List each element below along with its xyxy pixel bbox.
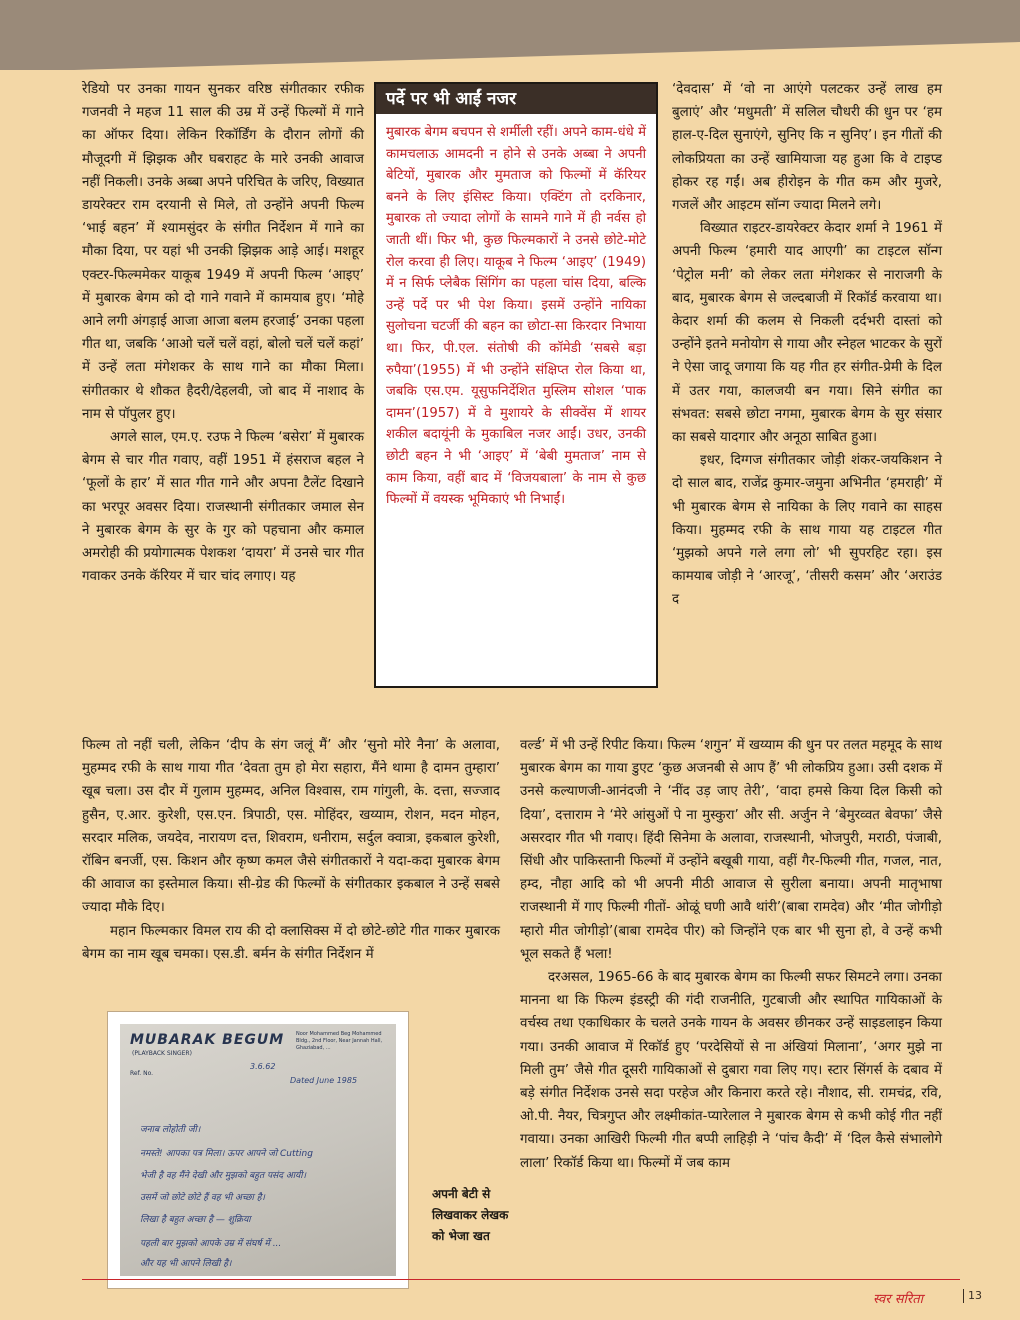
sidebar-box	[374, 82, 658, 688]
bottom-right-para-1: वर्ल्ड’ में भी उन्हें रिपीट किया। फिल्म ‘शगुन’ में खय्याम की धुन पर तलत महमूद के साथ मुबारक बेगम का गाया डुएट ‘कुछ अजनबी से आप हैं’ भी लोकप्रिय हुआ। उसी दशक में उनसे कल्याणजी-आनंदजी ने ‘नींद उड़ जाए तेरी’, ‘वादा हमसे किया दिल किसी को दिया’, दत्ताराम ने ‘मेरे आंसुओं पे ना मुस्कुरा’ और सी. अर्जुन ने ‘बेमुरव्वत बेवफा’ जैसे असरदार गीत भी गवाए। हिंदी सिनेमा के अलावा, राजस्थानी, भोजपुरी, मराठी, पंजाबी, सिंधी और पाकिस्तानी फिल्मों में उन्होंने बखूबी गाया, वहीं गैर-फिल्मी गीत, गजल, नात, हम्द, नौहा आदि को भी अपनी मीठी आवाज से सुरीला बनाया। अपनी मातृभाषा राजस्थानी में गाए फिल्मी गीतों- ओळूं घणी आवै थांरी’(बाबा रामदेव) और ‘मीत जोगीड़ो म्हारो मीत जोगीड़ो’(बाबा रामदेव पीर) को जिन्होंने एक बार भी सुना हो, वे उन्हें कभी भूल सकते हैं भला!	[520, 738, 942, 962]
letter-line: उसमें जो छोटे छोटे हैं वह भी अच्छा है।	[140, 1193, 265, 1203]
letter-line: जनाब लोहोती जी।	[140, 1125, 201, 1135]
letter-ref: Ref. No.	[130, 1070, 154, 1077]
bottom-right-para-2: दरअसल, 1965-66 के बाद मुबारक बेगम का फिल्मी सफर सिमटने लगा। उनका मानना था कि फिल्म इंडस्ट्री की गंदी राजनीति, गुटबाजी और स्थापित गायिकाओं के वर्चस्व तथा एकाधिकार के चलते उनके गायन के अवसर छीनकर उन्हें साइडलाइन किया गया। उनकी आवाज में रिकॉर्ड हुए ‘परदेसियों से ना अंखियां मिलाना’, ‘अगर मुझे ना मिली तुम’ जैसे गीत दूसरी गायिकाओं से दुबारा गवा लिए गए। स्टार सिंगर्स के दबाव में बड़े संगीत निर्देशक उनसे सदा परहेज और किनारा करते रहे। नौशाद, सी. रामचंद्र, रवि, ओ.पी. नैयर, चित्रगुप्त और लक्ष्मीकांत-प्यारेलाल ने मुबारक बेगम से कभी कोई गीत नहीं गवाया। उनका आखिरी फिल्मी गीत बप्पी लाहिड़ी ने ‘पांच कैदी’ में ‘दिल कैसे संभालोगे लाला’ रिकॉर्ड किया था। फिल्मों में जब काम	[520, 970, 942, 1171]
sidebar-body: मुबारक बेगम बचपन से शर्मीली रहीं। अपने काम-धंधे में कामचलाऊ आमदनी न होने से उनके अब्बा ने अपनी बेटियों, मुबारक और मुमताज को फिल्मों में कॅरियर बनने के लिए इंसिस्ट किया। एक्टिंग तो दरकिनार, मुबारक तो ज्यादा लोगों के सामने गाने में ही नर्वस हो जाती थीं। फिर भी, कुछ फिल्मकारों ने उनसे छोटे-मोटे रोल करवा ही लिए। याकूब ने फिल्म ‘आइए’ (1949) में न सिर्फ प्लेबैक सिंगिंग का पहला चांस दिया, बल्कि उन्हें पर्दे पर भी पेश किया। इसमें उन्होंने नायिका सुलोचना चटर्जी की बहन का छोटा-सा किरदार निभाया था। फिर, पी.एल. संतोषी की कॉमेडी ‘सबसे बड़ा रुपैया’(1955) में भी उन्होंने संक्षिप्त रोल किया था, जबकि एस.एम. यूसुफनिर्देशित मुस्लिम सोशल ‘पाक दामन’(1957) में वे मुशायरे के सीक्वेंस में शायर शकील बदायूंनी के मुकाबिल नजर आईं। उधर, उनकी छोटी बहन ने भी ‘आइए’ में ‘बेबी मुमताज’ नाम से काम किया, वहीं बाद में ‘विजयबाला’ के नाम से कुछ फिल्मों में वयस्क भूमिकाएं भी निभाईं।	[386, 125, 646, 508]
left-para-2: अगले साल, एम.ए. रउफ ने फिल्म ‘बसेरा’ में मुबारक बेगम से चार गीत गवाए, वहीं 1951 में हंसराज बहल ने ‘फूलों के हार’ में सात गीत गाने और अपना टैलेंट दिखाने का भरपूर अवसर दिया। राजस्थानी संगीतकार जमाल सेन ने मुबारक बेगम के सुर के गुर को पहचाना और कमाल अमरोही की प्रयोगात्मक पेशकश ‘दायरा’ में उनसे चार गीत गवाकर उनके कॅरियर में चार चांद लगाए। यह	[82, 430, 364, 585]
right-para-1: ‘देवदास’ में ‘वो ना आएंगे पलटकर उन्हें लाख हम बुलाएं’ और ‘मधुमती’ में सलिल चौधरी की धुन पर ‘हम हाल-ए-दिल सुनाएंगे, सुनिए कि न सुनिए’। इन गीतों की लोकप्रियता का उन्हें खामियाजा यह हुआ कि वे टाइप्ड होकर रह गईं। अब हीरोइन के गीत कम और मुजरे, गजलें और आइटम सॉन्ग ज्यादा मिलने लगे।	[672, 82, 942, 214]
bottom-left-column	[82, 734, 500, 966]
letter-date-stamp: 3.6.62	[250, 1062, 276, 1071]
letter-line: और यह भी आपने लिखी है।	[140, 1259, 232, 1269]
bottom-left-para-2: महान फिल्मकार विमल राय की दो क्लासिक्स में दो छोटे-छोटे गीत गाकर मुबारक बेगम का नाम खूब चमका। एस.डी. बर्मन के संगीत निर्देशन में	[82, 923, 500, 962]
right-para-2: विख्यात राइटर-डायरेक्टर केदार शर्मा ने 1961 में अपनी फिल्म ‘हमारी याद आएगी’ का टाइटल सॉन्ग ‘पेट्रोल मनी’ को लेकर लता मंगेशकर से नाराजगी के बाद, मुबारक बेगम से जल्दबाजी में रिकॉर्ड करवाया था। केदार शर्मा की कलम से निकली दर्दभरी दास्तां को उन्होंने इतने मनोयोग से गाया और स्नेहल भाटकर के सुरों ने ऐसा जादू जगाया कि यह गीत हर संगीत-प्रेमी के दिल में उतर गया, कालजयी बन गया। सिने संगीत का संभवत: सबसे छोटा नगमा, मुबारक बेगम के सुर संसार का सबसे यादगार और अनूठा साबित हुआ।	[672, 221, 942, 446]
letter-line: पहली बार मुझको आपके उम्र में संघर्ष में ...	[140, 1239, 282, 1249]
right-para-3: इधर, दिग्गज संगीतकार जोड़ी शंकर-जयकिशन ने दो साल बाद, राजेंद्र कुमार-जमुना अभिनीत ‘हमराही’ में भी मुबारक बेगम से नायिका के लिए गवाने का साहस किया। मुहम्मद रफी के साथ गाया यह टाइटल गीत ‘मुझको अपने गले लगा लो’ भी सुपरहिट रहा। इस कामयाब जोड़ी ने ‘आरजू’, ‘तीसरी कसम’ और ‘अराउंड द	[672, 453, 942, 608]
letter-line: नमस्ते! आपका पत्र मिला। ऊपर आपने जो Cutting	[140, 1149, 313, 1159]
letter-date: Dated June 1985	[290, 1076, 358, 1085]
magazine-brand: स्वर सरिता	[873, 1292, 923, 1307]
footer-rule	[82, 1279, 960, 1280]
right-column	[672, 78, 942, 612]
left-column	[82, 78, 364, 588]
sidebar-heading: पर्दे पर भी आईं नजर	[376, 84, 656, 114]
bottom-right-column	[520, 734, 942, 1175]
letter-photo	[108, 1012, 408, 1288]
bottom-left-para-1: फिल्म तो नहीं चली, लेकिन ‘दीप के संग जलूं मैं’ और ‘सुनो मोरे नैना’ के अलावा, मुहम्मद रफी के साथ गाया गीत ‘देवता तुम हो मेरा सहारा, मैंने थामा है दामन तुम्हारा’ खूब चला। उस दौर में गुलाम मुहम्मद, अनिल विश्वास, राम गांगुली, के. दत्ता, सज्जाद हुसैन, ए.आर. कुरेशी, एस.एन. त्रिपाठी, एस. मोहिंदर, खय्याम, रोशन, मदन मोहन, सरदार मलिक, जयदेव, नारायण दत्त, शिवराम, धनीराम, सर्दुल क्वात्रा, इकबाल कुरेशी, रॉबिन बनर्जी, एस. किशन और कृष्ण कमल जैसे संगीतकारों ने यदा-कदा मुबारक बेगम की आवाज का इस्तेमाल किया। सी-ग्रेड की फिल्मों के संगीतकार इकबाल ने उन्हें सबसे ज्यादा मौके दिए।	[82, 738, 500, 916]
letterhead-address: Noor Mohammed Beg Mohammed Bldg., 2nd Floor, Near Jannah Hall, Ghaziabad, ...	[296, 1031, 383, 1051]
letter-line: भेजी है वह मैंने देखी और मुझको बहुत पसंद आयी।	[140, 1171, 306, 1181]
letter-image	[120, 1024, 396, 1276]
letter-line: लिखा है बहुत अच्छा है — शुक्रिया	[140, 1215, 251, 1225]
page-number: 13	[963, 1289, 982, 1303]
left-para-1: रेडियो पर उनका गायन सुनकर वरिष्ठ संगीतकार रफीक गजनवी ने महज 11 साल की उम्र में उन्हें फिल्मों में गाने का ऑफर दिया। लेकिन रिकॉर्डिंग के दौरान लोगों की मौजूदगी में झिझक और घबराहट के मारे उनकी आवाज नहीं निकली। उनके अब्बा अपने परिचित के जरिए, विख्यात डायरेक्टर राम दरयानी से मिले, तो उन्होंने अपनी फिल्म ‘भाई बहन’ में श्यामसुंदर के संगीत निर्देशन में गाने का मौका दिया, पर यहां भी उनकी झिझक आड़े आई। मशहूर एक्टर-फिल्ममेकर याकूब 1949 में अपनी फिल्म ‘आइए’ में मुबारक बेगम को दो गाने गवाने में कामयाब हुए। ‘मोहे आने लगी अंगड़ाई आजा आजा बलम हरजाई’ उनका पहला गीत था, जबकि ‘आओ चलें चलें वहां, बोलो चलें चलें कहां’ में उन्हें लता मंगेशकर के साथ गाने का मौका मिला। संगीतकार थे शौकत हैदरी/देहलवी, जो बाद में नाशाद के नाम से पॉपुलर हुए।	[82, 82, 364, 422]
photo-caption: अपनी बेटी से लिखवाकर लेखक को भेजा खत	[432, 1187, 509, 1243]
letterhead-name: MUBARAK BEGUM	[130, 1032, 285, 1048]
letterhead-subtitle: (PLAYBACK SINGER)	[132, 1050, 192, 1057]
